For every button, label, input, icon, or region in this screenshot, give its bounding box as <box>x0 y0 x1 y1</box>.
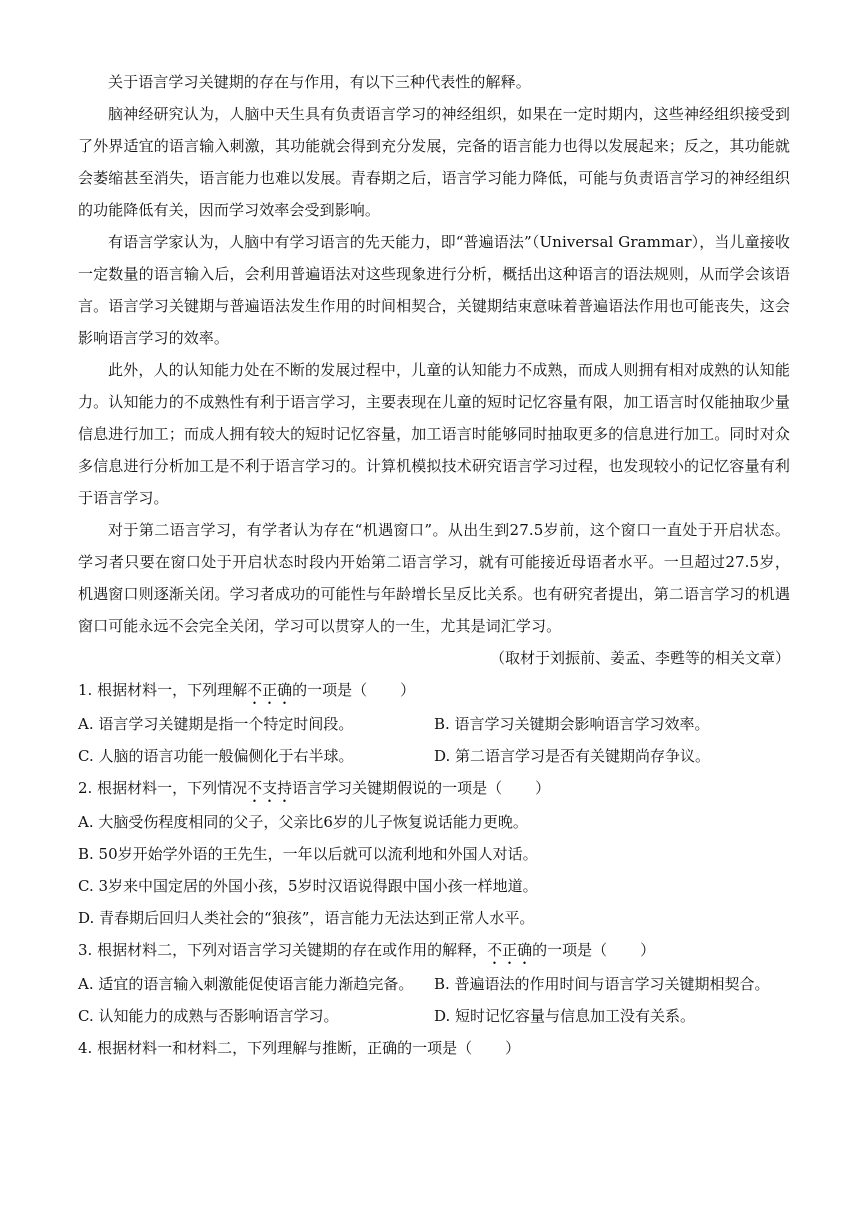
question-2-stem <box>78 772 790 806</box>
question-3-options-row-1 <box>78 968 790 1000</box>
question-3-option-c[interactable]: C. 认知能力的成熟与否影响语言学习。 <box>78 1007 339 1025</box>
passage-paragraph-grammar: 有语言学家认为，人脑中有学习语言的先天能力，即“普遍语法”（Universal Grammar），当儿童接收一定数量的语言输入后，会利用普遍语法对这些现象进行分析，概括出这种语言的语法规则，从而学会该语言。语言学习关键期与普遍语法发生作用的时间相契合，关键期结束意味着普遍语法作用也可能丧失，这会影响语言学习的效率。 <box>78 233 790 347</box>
question-2-option-c[interactable]: C. 3岁来中国定居的外国小孩，5岁时汉语说得跟中国小孩一样地道。 <box>78 877 538 895</box>
question-2-emphasis: 不支持 <box>247 779 293 797</box>
question-1-option-b[interactable]: B. 语言学习关键期会影响语言学习效率。 <box>434 715 710 733</box>
question-3-option-a[interactable]: A. 适宜的语言输入刺激能促使语言能力渐趋完备。 <box>78 975 414 993</box>
question-3-close: ） <box>640 941 656 959</box>
question-1-options-row-1 <box>78 708 790 740</box>
question-1-post: 的一项是（ <box>292 681 368 699</box>
exam-page <box>78 66 790 1064</box>
question-2-pre: 2. 根据材料一，下列情况 <box>78 779 248 797</box>
passage-paragraph-neuro: 脑神经研究认为，人脑中天生具有负责语言学习的神经组织，如果在一定时期内，这些神经组织接受到了外界适宜的语言输入刺激，其功能就会得到充分发展，完备的语言能力也得以发展起来；反之，其功能就会萎缩甚至消失，语言能力也难以发展。青春期之后，语言学习能力降低，可能与负责语言学习的神经组织的功能降低有关，因而学习效率会受到影响。 <box>78 105 790 219</box>
question-1-option-a[interactable]: A. 语言学习关键期是指一个特定时间段。 <box>78 715 354 733</box>
question-3-emphasis: 不正确 <box>487 941 533 959</box>
question-2-option-b[interactable]: B. 50岁开始学外语的王先生，一年以后就可以流利地和外国人对话。 <box>78 845 538 863</box>
question-3-option-b[interactable]: B. 普遍语法的作用时间与语言学习关键期相契合。 <box>434 975 770 993</box>
question-3-pre: 3. 根据材料二，下列对语言学习关键期的存在或作用的解释， <box>78 941 488 959</box>
question-2-option-d[interactable]: D. 青春期后回归人类社会的“狼孩”，语言能力无法达到正常人水平。 <box>78 909 535 927</box>
question-1-stem <box>78 674 790 708</box>
question-2-post: 语言学习关键期假说的一项是（ <box>292 779 503 797</box>
question-1-options-row-2 <box>78 740 790 772</box>
question-3-options-row-2 <box>78 1000 790 1032</box>
question-4-pre: 4. 根据材料一和材料二，下列理解与推断，正确的一项是（ <box>78 1039 473 1057</box>
passage-paragraph-cognition: 此外，人的认知能力处在不断的发展过程中，儿童的认知能力不成熟，而成人则拥有相对成熟的认知能力。认知能力的不成熟性有利于语言学习，主要表现在儿童的短时记忆容量有限，加工语言时仅能抽取少量信息进行加工；而成人拥有较大的短时记忆容量，加工语言时能够同时抽取更多的信息进行加工。同时对众多信息进行分析加工是不利于语言学习的。计算机模拟技术研究语言学习过程，也发现较小的记忆容量有利于语言学习。 <box>78 361 790 507</box>
question-4-stem <box>78 1032 790 1064</box>
question-2-close: ） <box>535 779 551 797</box>
question-3-post: 的一项是（ <box>532 941 608 959</box>
question-3-stem <box>78 934 790 968</box>
passage-intro: 关于语言学习关键期的存在与作用，有以下三种代表性的解释。 <box>108 73 531 91</box>
question-1-option-d[interactable]: D. 第二语言学习是否有关键期尚存争议。 <box>434 747 711 765</box>
passage-paragraph-window: 对于第二语言学习，有学者认为存在“机遇窗口”。从出生到27.5岁前，这个窗口一直处于开启状态。学习者只要在窗口处于开启状态时段内开始第二语言学习，就有可能接近母语者水平。一旦超过27.5岁，机遇窗口则逐渐关闭。学习者成功的可能性与年龄增长呈反比关系。也有研究者提出，第二语言学习的机遇窗口可能永远不会完全关闭，学习可以贯穿人的一生，尤其是词汇学习。 <box>78 521 790 635</box>
question-1-close: ） <box>400 681 416 699</box>
question-1-pre: 1. 根据材料一，下列理解 <box>78 681 248 699</box>
question-4-close: ） <box>505 1039 521 1057</box>
question-1-emphasis: 不正确 <box>247 681 293 699</box>
passage-source: （取材于刘振前、姜孟、李甦等的相关文章） <box>489 649 790 667</box>
question-1-option-c[interactable]: C. 人脑的语言功能一般偏侧化于右半球。 <box>78 747 354 765</box>
question-2-option-a[interactable]: A. 大脑受伤程度相同的父子，父亲比6岁的儿子恢复说话能力更晚。 <box>78 813 528 831</box>
question-3-option-d[interactable]: D. 短时记忆容量与信息加工没有关系。 <box>434 1007 696 1025</box>
